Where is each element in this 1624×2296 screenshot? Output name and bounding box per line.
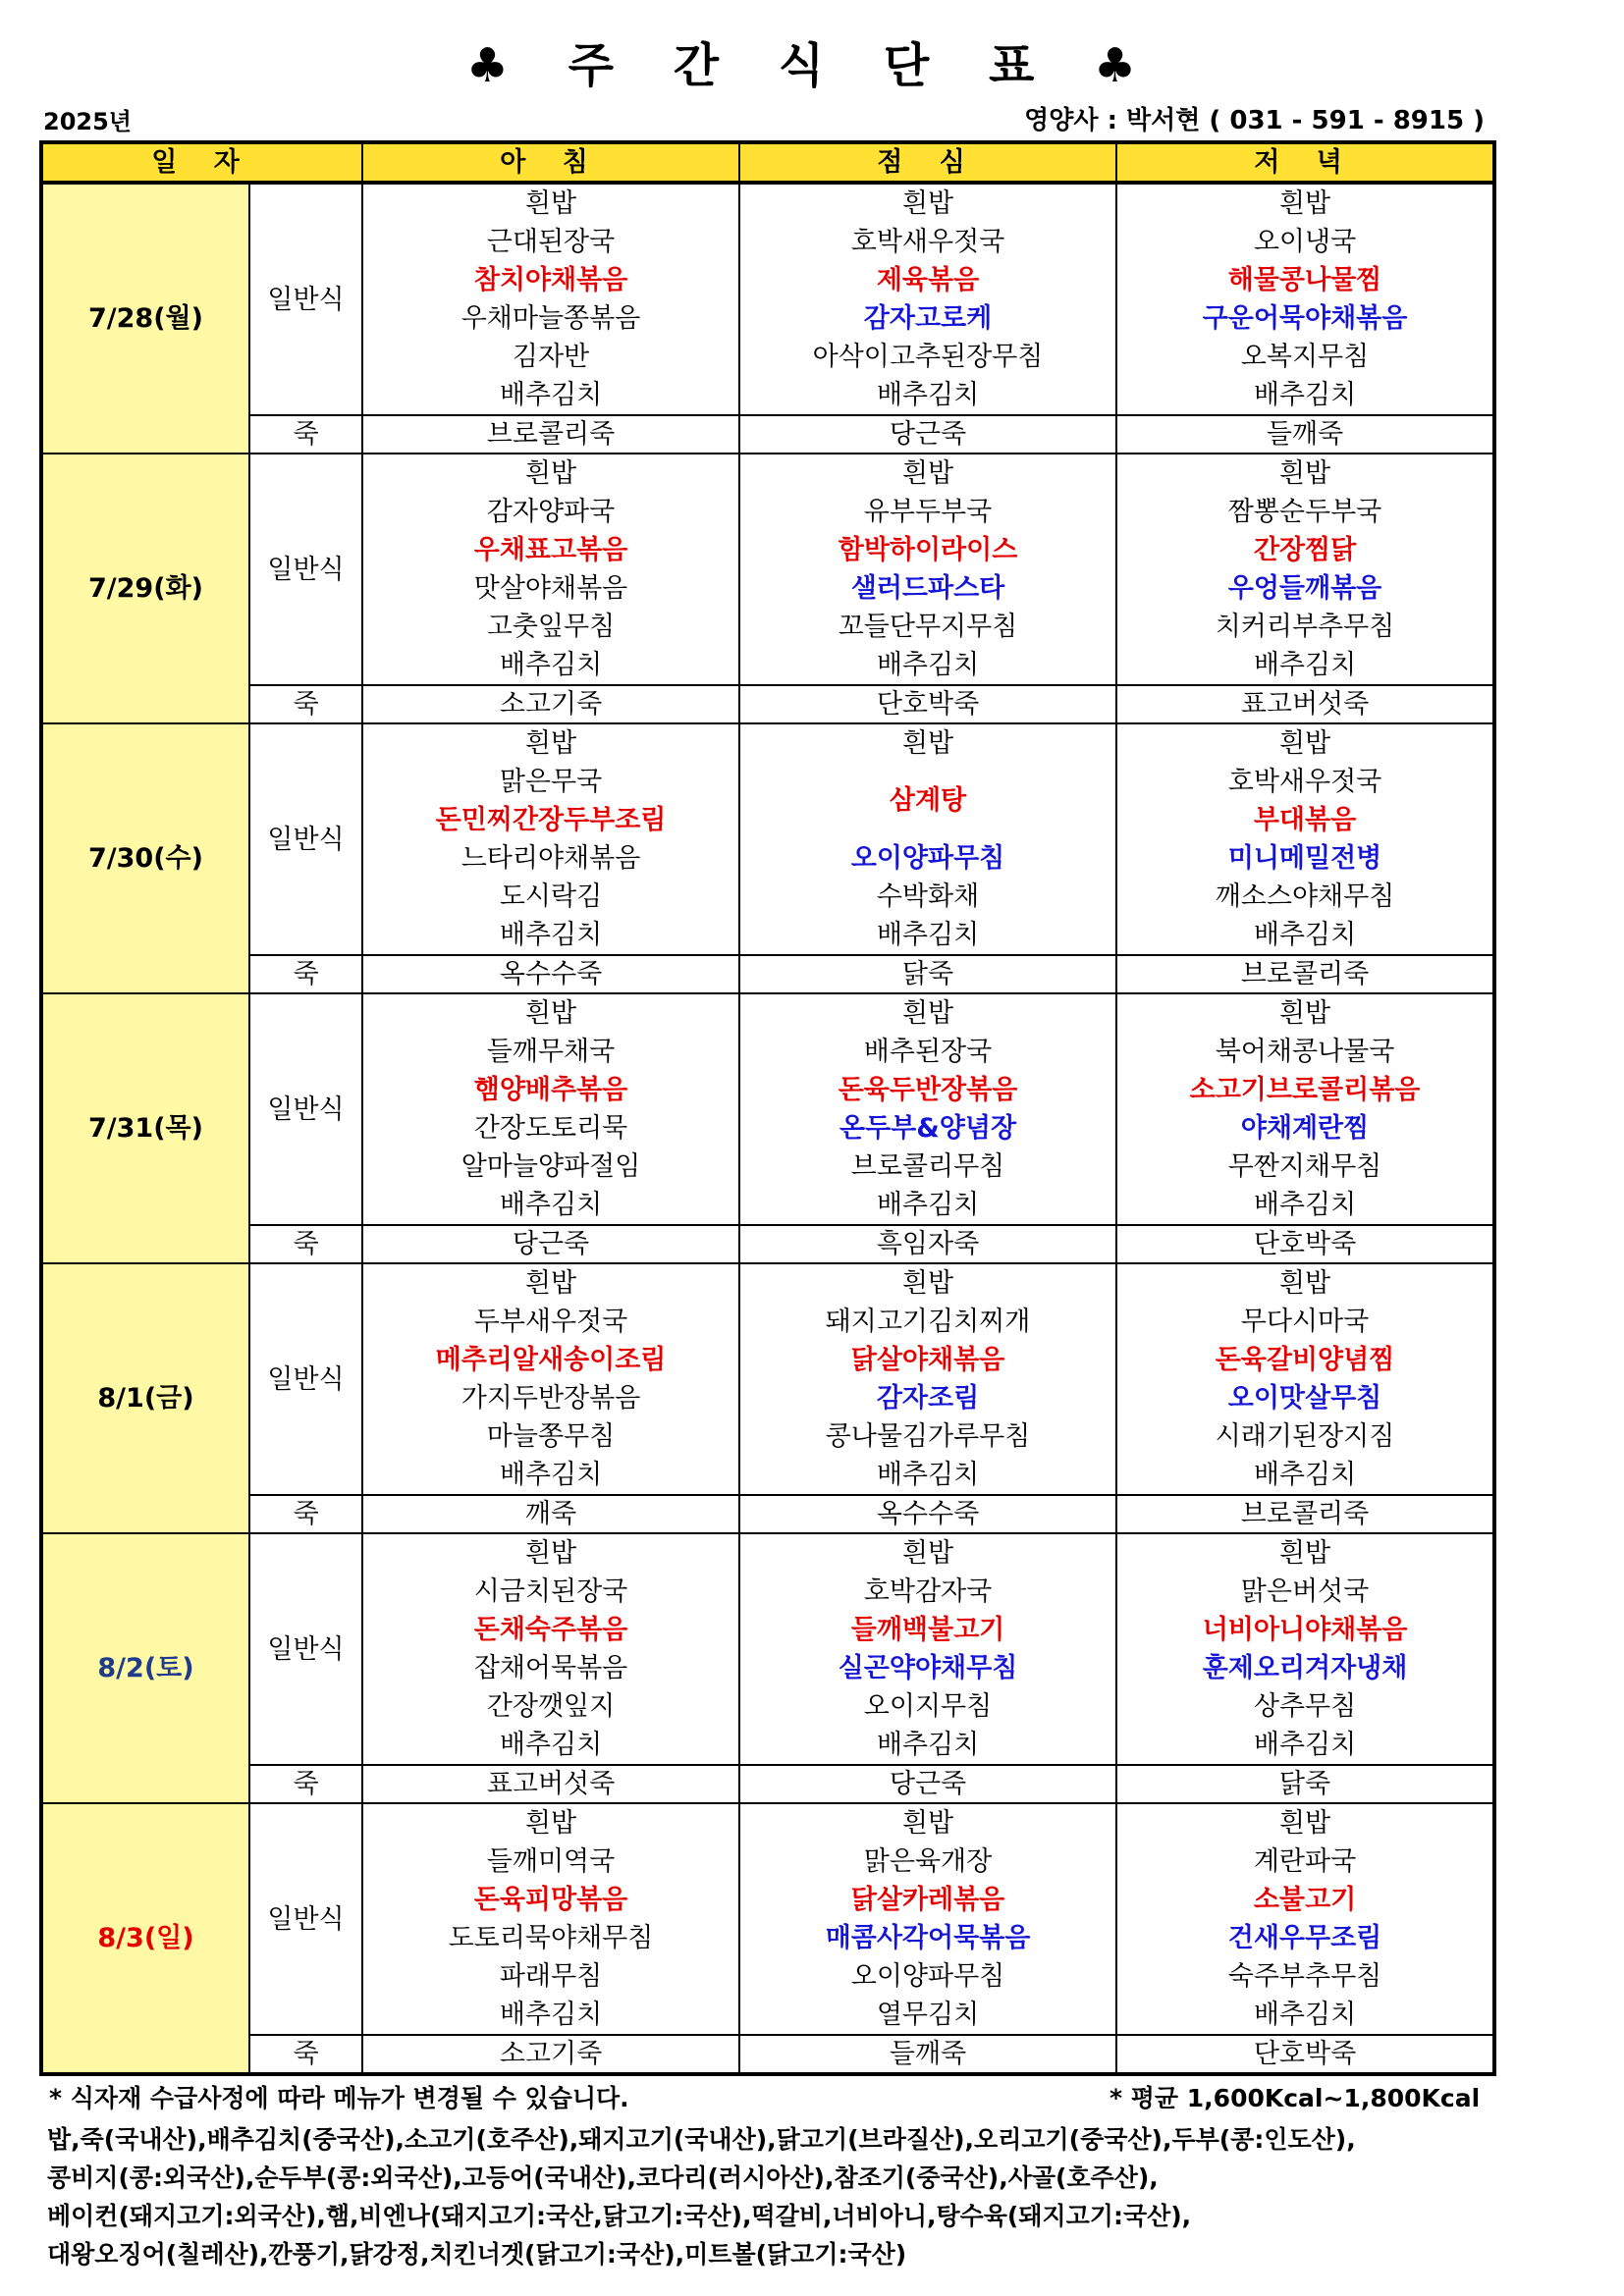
breakfast-menu — [362, 1263, 739, 1495]
porridge-item: 닭죽 — [739, 955, 1116, 993]
breakfast-menu — [362, 1803, 739, 2035]
menu-item: 배추김치 — [1253, 1730, 1357, 1760]
day-block — [41, 723, 1494, 993]
lunch-menu — [739, 1803, 1116, 2035]
menu-item: 햄양배추볶음 — [473, 1075, 628, 1105]
meal-type-porridge: 죽 — [249, 2035, 362, 2074]
menu-item: 우채마늘쫑볶음 — [460, 303, 641, 334]
menu-item: 북어채콩나물국 — [1215, 1037, 1395, 1067]
weekly-menu-table — [39, 140, 1496, 2076]
menu-item: 배추김치 — [1253, 380, 1357, 410]
menu-item: 오이냉국 — [1253, 227, 1357, 257]
menu-item: 너비아니야채볶음 — [1202, 1615, 1408, 1645]
menu-item: 시금치된장국 — [473, 1576, 628, 1607]
menu-item: 배추김치 — [1253, 1190, 1357, 1220]
porridge-item: 표고버섯죽 — [362, 1765, 739, 1803]
menu-item: 흰밥 — [901, 1268, 954, 1299]
menu-item: 돈육갈비양념찜 — [1215, 1345, 1395, 1375]
porridge-item: 들깨죽 — [739, 2035, 1116, 2074]
menu-item: 감자조림 — [876, 1383, 980, 1414]
menu-item: 흰밥 — [901, 1808, 954, 1839]
menu-item: 흰밥 — [901, 1538, 954, 1569]
menu-item: 매콤사각어묵볶음 — [825, 1923, 1031, 1953]
origin-line: 콩비지(콩:외국산),순두부(콩:외국산),고등어(국내산),코다리(러시아산),참조기(중국산),사골(호주산), — [47, 2163, 1159, 2192]
menu-item: 치커리부추무침 — [1215, 612, 1395, 642]
menu-change-notice: * 식자재 수급사정에 따라 메뉴가 변경될 수 있습니다. — [49, 2084, 629, 2112]
menu-item: 배추된장국 — [863, 1037, 993, 1067]
menu-item: 간장깻잎지 — [486, 1691, 616, 1722]
day-date: 8/3(일) — [41, 1803, 249, 2074]
menu-item: 흰밥 — [524, 998, 577, 1029]
menu-item: 돈육두반장볶음 — [838, 1075, 1018, 1105]
day-block — [41, 1263, 1494, 1533]
menu-item: 콩나물김가루무침 — [825, 1421, 1031, 1452]
porridge-item: 단호박죽 — [1116, 2035, 1494, 2074]
menu-item: 흰밥 — [524, 458, 577, 489]
menu-item: 흰밥 — [901, 728, 954, 759]
menu-item: 열무김치 — [876, 2000, 980, 2030]
menu-item: 우채표고볶음 — [473, 535, 628, 565]
menu-item: 간장찜닭 — [1253, 535, 1357, 565]
day-block — [41, 993, 1494, 1263]
menu-item: 유부두부국 — [863, 497, 993, 527]
menu-item: 호박감자국 — [863, 1576, 993, 1607]
menu-item: 닭살카레볶음 — [850, 1885, 1005, 1915]
lunch-menu — [739, 183, 1116, 415]
menu-item: 온두부&양념장 — [839, 1113, 1017, 1144]
menu-item: 도토리묵야채무침 — [448, 1923, 654, 1953]
porridge-item: 닭죽 — [1116, 1765, 1494, 1803]
page-title: ♣ 주 간 식 단 표 ♣ — [465, 38, 1159, 93]
menu-item: 배추김치 — [499, 920, 603, 950]
menu-item: 감자양파국 — [486, 497, 616, 527]
menu-item: 상추무침 — [1253, 1691, 1357, 1722]
menu-item: 감자고로케 — [863, 303, 993, 334]
porridge-item: 소고기죽 — [362, 2035, 739, 2074]
menu-item: 흰밥 — [901, 458, 954, 489]
menu-item: 건새우무조림 — [1227, 1923, 1382, 1953]
menu-item: 함박하이라이스 — [838, 535, 1018, 565]
calorie-info: * 평균 1,600Kcal~1,800Kcal — [1110, 2084, 1481, 2112]
breakfast-menu — [362, 1533, 739, 1765]
porridge-item: 옥수수죽 — [739, 1495, 1116, 1533]
porridge-item: 단호박죽 — [1116, 1225, 1494, 1263]
meal-type-porridge: 죽 — [249, 415, 362, 454]
porridge-item: 브로콜리죽 — [1116, 955, 1494, 993]
menu-item: 배추김치 — [876, 380, 980, 410]
menu-item: 배추김치 — [1253, 920, 1357, 950]
menu-item: 두부새우젓국 — [473, 1307, 628, 1337]
menu-item: 흰밥 — [524, 1268, 577, 1299]
lunch-menu — [739, 1533, 1116, 1765]
dinner-menu — [1116, 723, 1494, 955]
breakfast-menu — [362, 723, 739, 955]
menu-item: 오이지무침 — [863, 1691, 993, 1722]
menu-item: 돈채숙주볶음 — [473, 1615, 628, 1645]
year-label: 2025년 — [43, 108, 132, 135]
menu-item: 무짠지채무침 — [1227, 1151, 1382, 1182]
menu-item: 흰밥 — [1278, 188, 1331, 219]
dietitian-contact: 영양사 : 박서현 ( 031 - 591 - 8915 ) — [1024, 106, 1485, 135]
menu-item: 흰밥 — [1278, 1268, 1331, 1299]
menu-item: 들깨백불고기 — [850, 1615, 1005, 1645]
menu-item: 소불고기 — [1253, 1885, 1357, 1915]
menu-item: 마늘쫑무침 — [486, 1421, 616, 1452]
meal-type-regular: 일반식 — [249, 1803, 362, 2035]
porridge-item: 브로콜리죽 — [362, 415, 739, 454]
porridge-item: 흑임자죽 — [739, 1225, 1116, 1263]
porridge-item: 브로콜리죽 — [1116, 1495, 1494, 1533]
menu-item: 배추김치 — [876, 920, 980, 950]
origin-line: 베이컨(돼지고기:외국산),햄,비엔나(돼지고기:국산,닭고기:국산),떡갈비,너비아니,탕수육(돼지고기:국산), — [47, 2202, 1192, 2230]
menu-item: 오이양파무침 — [850, 1961, 1005, 1992]
menu-item: 제육볶음 — [876, 265, 980, 295]
porridge-item: 들깨죽 — [1116, 415, 1494, 454]
menu-item: 흰밥 — [524, 188, 577, 219]
menu-item: 맑은버섯국 — [1240, 1576, 1370, 1607]
porridge-item: 당근죽 — [739, 1765, 1116, 1803]
menu-item: 깨소스야채무침 — [1215, 881, 1395, 912]
menu-item: 들깨미역국 — [486, 1846, 616, 1877]
menu-item: 해물콩나물찜 — [1227, 265, 1382, 295]
breakfast-menu — [362, 454, 739, 685]
breakfast-menu — [362, 993, 739, 1225]
menu-item: 맑은무국 — [499, 767, 603, 797]
menu-item: 배추김치 — [1253, 1460, 1357, 1490]
porridge-item: 깨죽 — [362, 1495, 739, 1533]
menu-item: 배추김치 — [876, 1460, 980, 1490]
porridge-item: 소고기죽 — [362, 685, 739, 723]
menu-item: 흰밥 — [901, 998, 954, 1029]
porridge-item: 단호박죽 — [739, 685, 1116, 723]
lunch-menu — [739, 723, 1116, 955]
menu-item: 알마늘양파절임 — [460, 1151, 641, 1182]
menu-item: 배추김치 — [499, 380, 603, 410]
dinner-menu — [1116, 183, 1494, 415]
menu-item: 배추김치 — [876, 1730, 980, 1760]
lunch-menu — [739, 454, 1116, 685]
menu-item: 흰밥 — [524, 1808, 577, 1839]
menu-item: 호박새우젓국 — [850, 227, 1005, 257]
menu-item: 소고기브로콜리볶음 — [1189, 1075, 1421, 1105]
day-date: 7/30(수) — [41, 723, 249, 993]
menu-item: 무다시마국 — [1240, 1307, 1370, 1337]
menu-item: 배추김치 — [1253, 2000, 1357, 2030]
porridge-item: 당근죽 — [739, 415, 1116, 454]
menu-item: 흰밥 — [1278, 458, 1331, 489]
meal-type-regular: 일반식 — [249, 723, 362, 955]
breakfast-menu — [362, 183, 739, 415]
menu-item: 흰밥 — [901, 188, 954, 219]
menu-item: 계란파국 — [1253, 1846, 1357, 1877]
menu-item: 가지두반장볶음 — [460, 1383, 641, 1414]
menu-item: 꼬들단무지무침 — [838, 612, 1018, 642]
dinner-menu — [1116, 1803, 1494, 2035]
menu-item: 배추김치 — [876, 1190, 980, 1220]
menu-item: 돼지고기김치찌개 — [825, 1307, 1031, 1337]
header-date: 일 자 — [41, 142, 362, 183]
menu-item: 흰밥 — [1278, 1538, 1331, 1569]
dinner-menu — [1116, 1263, 1494, 1495]
menu-item: 간장도토리묵 — [473, 1113, 628, 1144]
menu-item: 흰밥 — [524, 1538, 577, 1569]
menu-item: 배추김치 — [499, 1190, 603, 1220]
menu-item: 흰밥 — [524, 728, 577, 759]
day-date: 8/2(토) — [41, 1533, 249, 1803]
menu-item: 실곤약야채무침 — [838, 1653, 1018, 1683]
menu-item: 흰밥 — [1278, 998, 1331, 1029]
menu-item: 훈제오리겨자냉채 — [1202, 1653, 1408, 1683]
menu-item: 배추김치 — [499, 1730, 603, 1760]
day-block — [41, 183, 1494, 454]
menu-item: 잡채어묵볶음 — [473, 1653, 628, 1683]
menu-item: 배추김치 — [1253, 650, 1357, 680]
dinner-menu — [1116, 1533, 1494, 1765]
day-date: 7/29(화) — [41, 454, 249, 723]
header-breakfast: 아 침 — [362, 142, 739, 183]
day-block — [41, 1533, 1494, 1803]
dinner-menu — [1116, 993, 1494, 1225]
menu-item: 맑은육개장 — [863, 1846, 993, 1877]
origin-line: 밥,죽(국내산),배추김치(중국산),소고기(호주산),돼지고기(국내산),닭고기(브라질산),오리고기(중국산),두부(콩:인도산), — [47, 2125, 1356, 2154]
menu-item: 샐러드파스타 — [850, 573, 1005, 604]
menu-item: 브로콜리무침 — [850, 1151, 1005, 1182]
lunch-menu — [739, 993, 1116, 1225]
dinner-menu — [1116, 454, 1494, 685]
porridge-item: 당근죽 — [362, 1225, 739, 1263]
menu-item: 오복지무침 — [1240, 342, 1370, 372]
origin-line: 대왕오징어(칠레산),깐풍기,닭강정,치킨너겟(닭고기:국산),미트볼(닭고기:국산) — [47, 2240, 907, 2269]
day-date: 7/31(목) — [41, 993, 249, 1263]
menu-item: 고춧잎무침 — [486, 612, 616, 642]
menu-item: 흰밥 — [1278, 728, 1331, 759]
menu-item: 오이양파무침 — [850, 843, 1005, 874]
menu-item: 메추리알새송이조림 — [435, 1345, 667, 1375]
menu-item: 배추김치 — [499, 1460, 603, 1490]
menu-item: 구운어묵야채볶음 — [1202, 303, 1408, 334]
menu-item: 배추김치 — [499, 650, 603, 680]
porridge-item: 표고버섯죽 — [1116, 685, 1494, 723]
menu-item: 시래기된장지짐 — [1215, 1421, 1395, 1452]
menu-item: 참치야채볶음 — [473, 265, 628, 295]
origin-info — [47, 2120, 1520, 2273]
menu-item: 미니메밀전병 — [1227, 843, 1382, 874]
menu-item: 배추김치 — [876, 650, 980, 680]
menu-item: 우엉들깨볶음 — [1227, 573, 1382, 604]
menu-item: 흰밥 — [1278, 1808, 1331, 1839]
meal-type-regular: 일반식 — [249, 1533, 362, 1765]
lunch-menu — [739, 1263, 1116, 1495]
header-lunch: 점 심 — [739, 142, 1116, 183]
menu-item: 김자반 — [512, 342, 590, 372]
header-dinner: 저 녁 — [1116, 142, 1494, 183]
menu-item: 호박새우젓국 — [1227, 767, 1382, 797]
menu-item: 부대볶음 — [1253, 805, 1357, 835]
menu-item: 들깨무채국 — [486, 1037, 616, 1067]
meal-type-regular: 일반식 — [249, 454, 362, 685]
day-block — [41, 454, 1494, 723]
meal-type-regular: 일반식 — [249, 993, 362, 1225]
menu-item: 느타리야채볶음 — [460, 843, 641, 874]
day-block — [41, 1803, 1494, 2074]
menu-item: 수박화채 — [876, 881, 980, 912]
menu-item: 도시락김 — [499, 881, 603, 912]
menu-item: 오이맛살무침 — [1227, 1383, 1382, 1414]
meal-type-porridge: 죽 — [249, 1225, 362, 1263]
menu-item: 맛살야채볶음 — [473, 573, 628, 604]
menu-item: 짬뽕순두부국 — [1227, 497, 1382, 527]
meal-type-porridge: 죽 — [249, 685, 362, 723]
day-date: 7/28(월) — [41, 183, 249, 454]
porridge-item: 옥수수죽 — [362, 955, 739, 993]
menu-item: 아삭이고추된장무침 — [812, 342, 1044, 372]
meal-type-porridge: 죽 — [249, 955, 362, 993]
menu-item: 닭살야채볶음 — [850, 1345, 1005, 1375]
meal-type-porridge: 죽 — [249, 1495, 362, 1533]
meal-type-regular: 일반식 — [249, 183, 362, 415]
day-date: 8/1(금) — [41, 1263, 249, 1533]
menu-item: 파래무침 — [499, 1961, 603, 1992]
menu-item: 숙주부추무침 — [1227, 1961, 1382, 1992]
menu-item: 야채계란찜 — [1240, 1113, 1370, 1144]
meal-type-regular: 일반식 — [249, 1263, 362, 1495]
menu-item: 배추김치 — [499, 2000, 603, 2030]
menu-item: 삼계탕 — [889, 785, 967, 816]
menu-item: 근대된장국 — [486, 227, 616, 257]
menu-item: 돈민찌간장두부조림 — [435, 805, 667, 835]
menu-item: 돈육피망볶음 — [473, 1885, 628, 1915]
meal-type-porridge: 죽 — [249, 1765, 362, 1803]
